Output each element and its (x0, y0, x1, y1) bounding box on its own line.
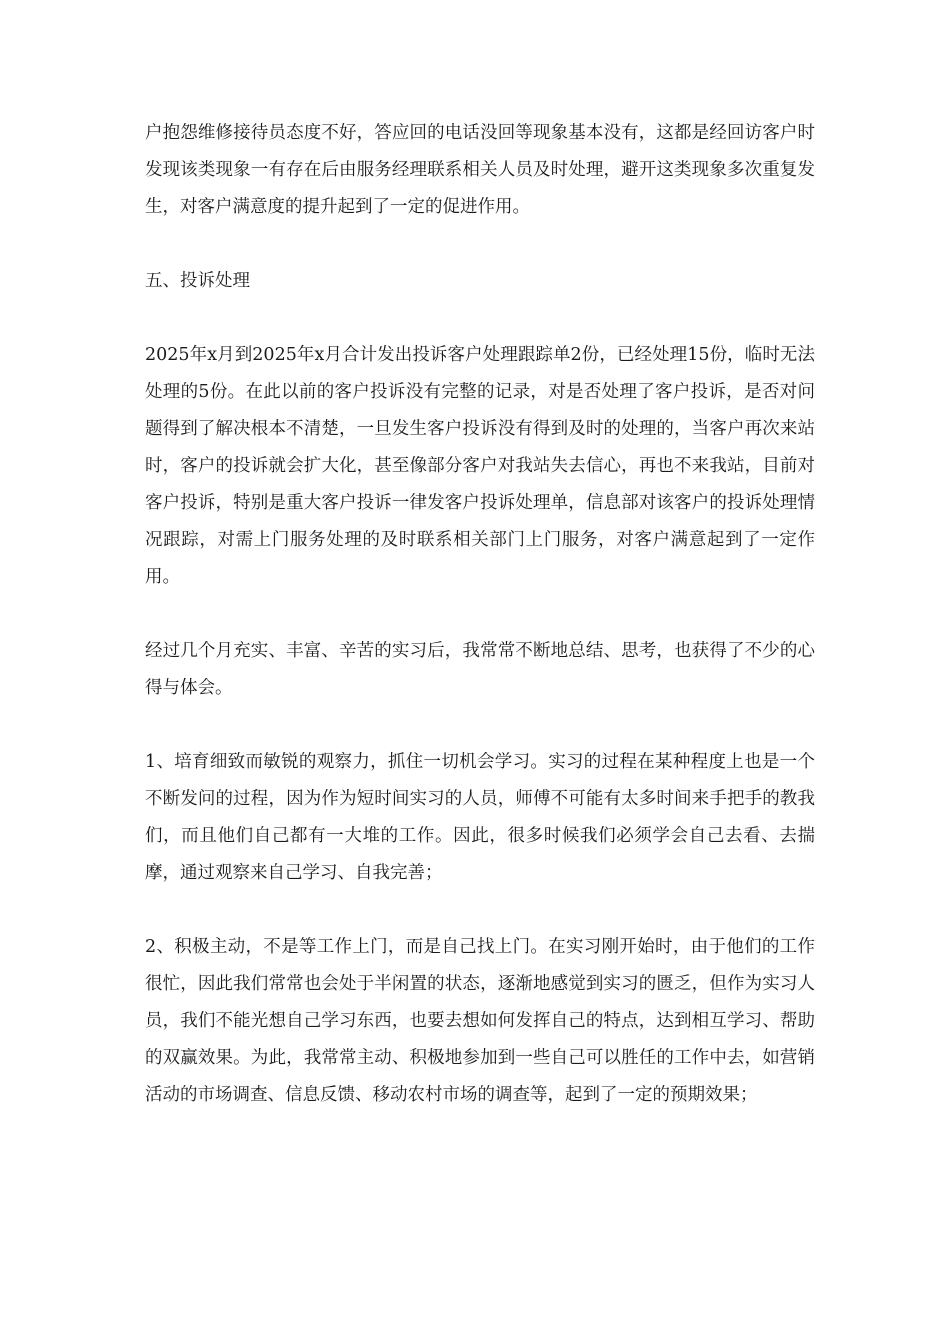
paragraph-point-2: 2、积极主动，不是等工作上门，而是自己找上门。在实习刚开始时，由于他们的工作很忙，因此我们常常也会处于半闲置的状态，逐渐地感觉到实习的匮乏，但作为实习人员，我们不能光想自己学习东西，也要去想如何发挥自己的特点，达到相互学习、帮助的双赢效果。为此，我常常主动、积极地参加到一些自己可以胜任的工作中去，如营销活动的市场调查、信息反馈、移动农村市场的调查等，起到了一定的预期效果； (145, 937, 815, 1105)
paragraph-point-1: 1、培育细致而敏锐的观察力，抓住一切机会学习。实习的过程在某种程度上也是一个不断发问的过程，因为作为短时间实习的人员，师傅不可能有太多时间来手把手的教我们，而且他们自己都有一大堆的工作。因此，很多时候我们必须学会自己去看、去揣摩，通过观察来自己学习、自我完善； (145, 752, 815, 883)
document-body (145, 115, 815, 1151)
section-heading-complaint-handling: 五、投诉处理 (145, 271, 250, 291)
paragraph-internship-summary: 经过几个月充实、丰富、辛苦的实习后，我常常不断地总结、思考，也获得了不少的心得与体会。 (145, 641, 815, 698)
paragraph-customer-satisfaction: 户抱怨维修接待员态度不好，答应回的电话没回等现象基本没有，这都是经回访客户时发现该类现象一有存在后由服务经理联系相关人员及时处理，避开这类现象多次重复发生，对客户满意度的提升起到了一定的促进作用。 (145, 123, 815, 217)
paragraph-complaint-handling: 2025年x月到2025年x月合计发出投诉客户处理跟踪单2份，已经处理15份，临时无法处理的5份。在此以前的客户投诉没有完整的记录，对是否处理了客户投诉，是否对问题得到了解决根本不清楚，一旦发生客户投诉没有得到及时的处理的，当客户再次来站时，客户的投诉就会扩大化，甚至像部分客户对我站失去信心，再也不来我站，目前对客户投诉，特别是重大客户投诉一律发客户投诉处理单，信息部对该客户的投诉处理情况跟踪，对需上门服务处理的及时联系相关部门上门服务，对客户满意起到了一定作用。 (145, 345, 815, 587)
